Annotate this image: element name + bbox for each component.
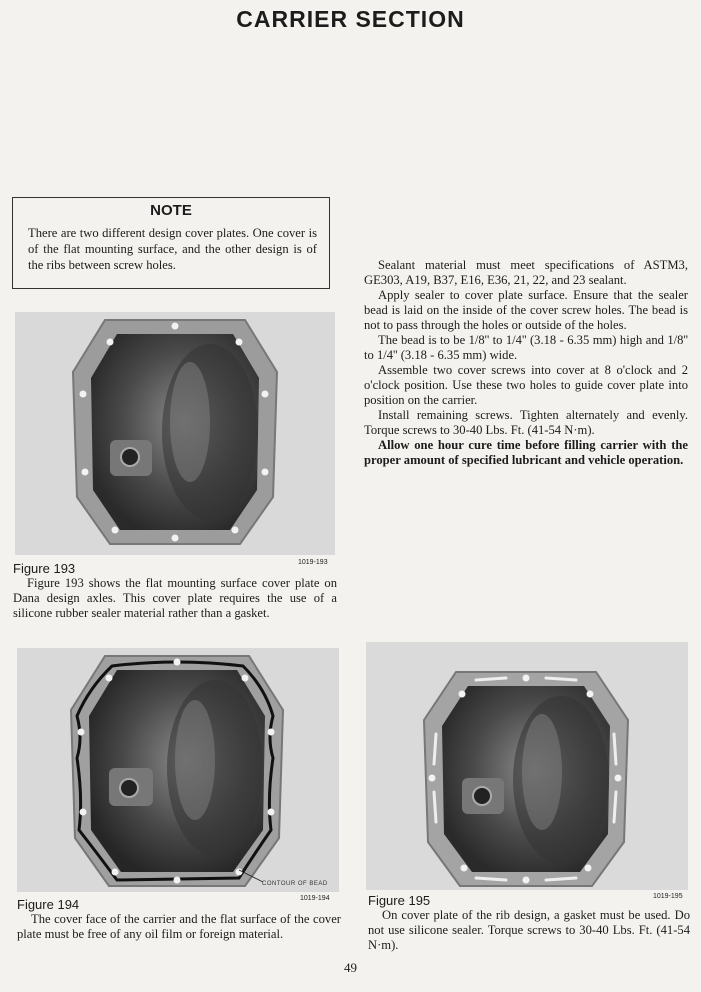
contour-of-bead-callout: CONTOUR OF BEAD [262,881,328,887]
figure-195-label: Figure 195 [368,893,431,908]
paragraph-bead-size: The bead is to be 1/8'' to 1/4'' (3.18 - 6.35 mm) high and 1/8'' to 1/4'' (3.18 - 6.35 mm) wide. [364,333,688,362]
figure-193-caption: Figure 193 shows the flat mounting surface cover plate on Dana design axles. This cover plate requires the use of a silicone rubber sealer material rather than a gasket. [13,576,337,620]
figure-194-caption: The cover face of the carrier and the flat surface of the cover plate must be free of any oil film or foreign material. [17,912,341,941]
figure-195-caption: On cover plate of the rib design, a gasket must be used. Do not use silicone sealer. Torque screws to 30-40 Lbs. Ft. (41-54 N·m). [368,908,690,952]
figure-193-photo [15,312,335,555]
paragraph-sealant-spec: Sealant material must meet specifications of ASTM3, GE303, A19, B37, E16, E36, 21, 22, and 23 sealant. [364,258,688,287]
note-heading: NOTE [150,202,192,219]
instructions-column [364,258,688,468]
figure-194-photo [17,648,339,892]
figure-195-code: 1019-195 [653,893,683,900]
figure-193-label: Figure 193 [13,561,76,576]
page-number: 49 [344,960,357,975]
figure-195-photo [366,642,688,890]
paragraph-install-screws: Install remaining screws. Tighten alternately and evenly. Torque screws to 30-40 Lbs. Ft. (41-54 N·m). [364,408,688,437]
paragraph-cure-time: Allow one hour cure time before filling carrier with the proper amount of specified lubricant and vehicle operation. [364,438,688,467]
note-text: There are two different design cover plates. One cover is of the flat mounting surface, and the other design is of the ribs between screw holes. [28,226,317,272]
figure-194-label: Figure 194 [17,897,80,912]
note-box [12,197,330,289]
figure-193-code: 1019-193 [298,559,328,566]
paragraph-apply-sealer: Apply sealer to cover plate surface. Ensure that the sealer bead is laid on the inside of the cover screw holes. The bead is not to pass through the holes or outside of the holes. [364,288,688,332]
page-title: CARRIER SECTION [236,6,465,32]
paragraph-assemble-screws: Assemble two cover screws into cover at 8 o'clock and 2 o'clock position. Use these two holes to guide cover plate into position on the carrier. [364,363,688,407]
figure-194-code: 1019-194 [300,895,330,902]
